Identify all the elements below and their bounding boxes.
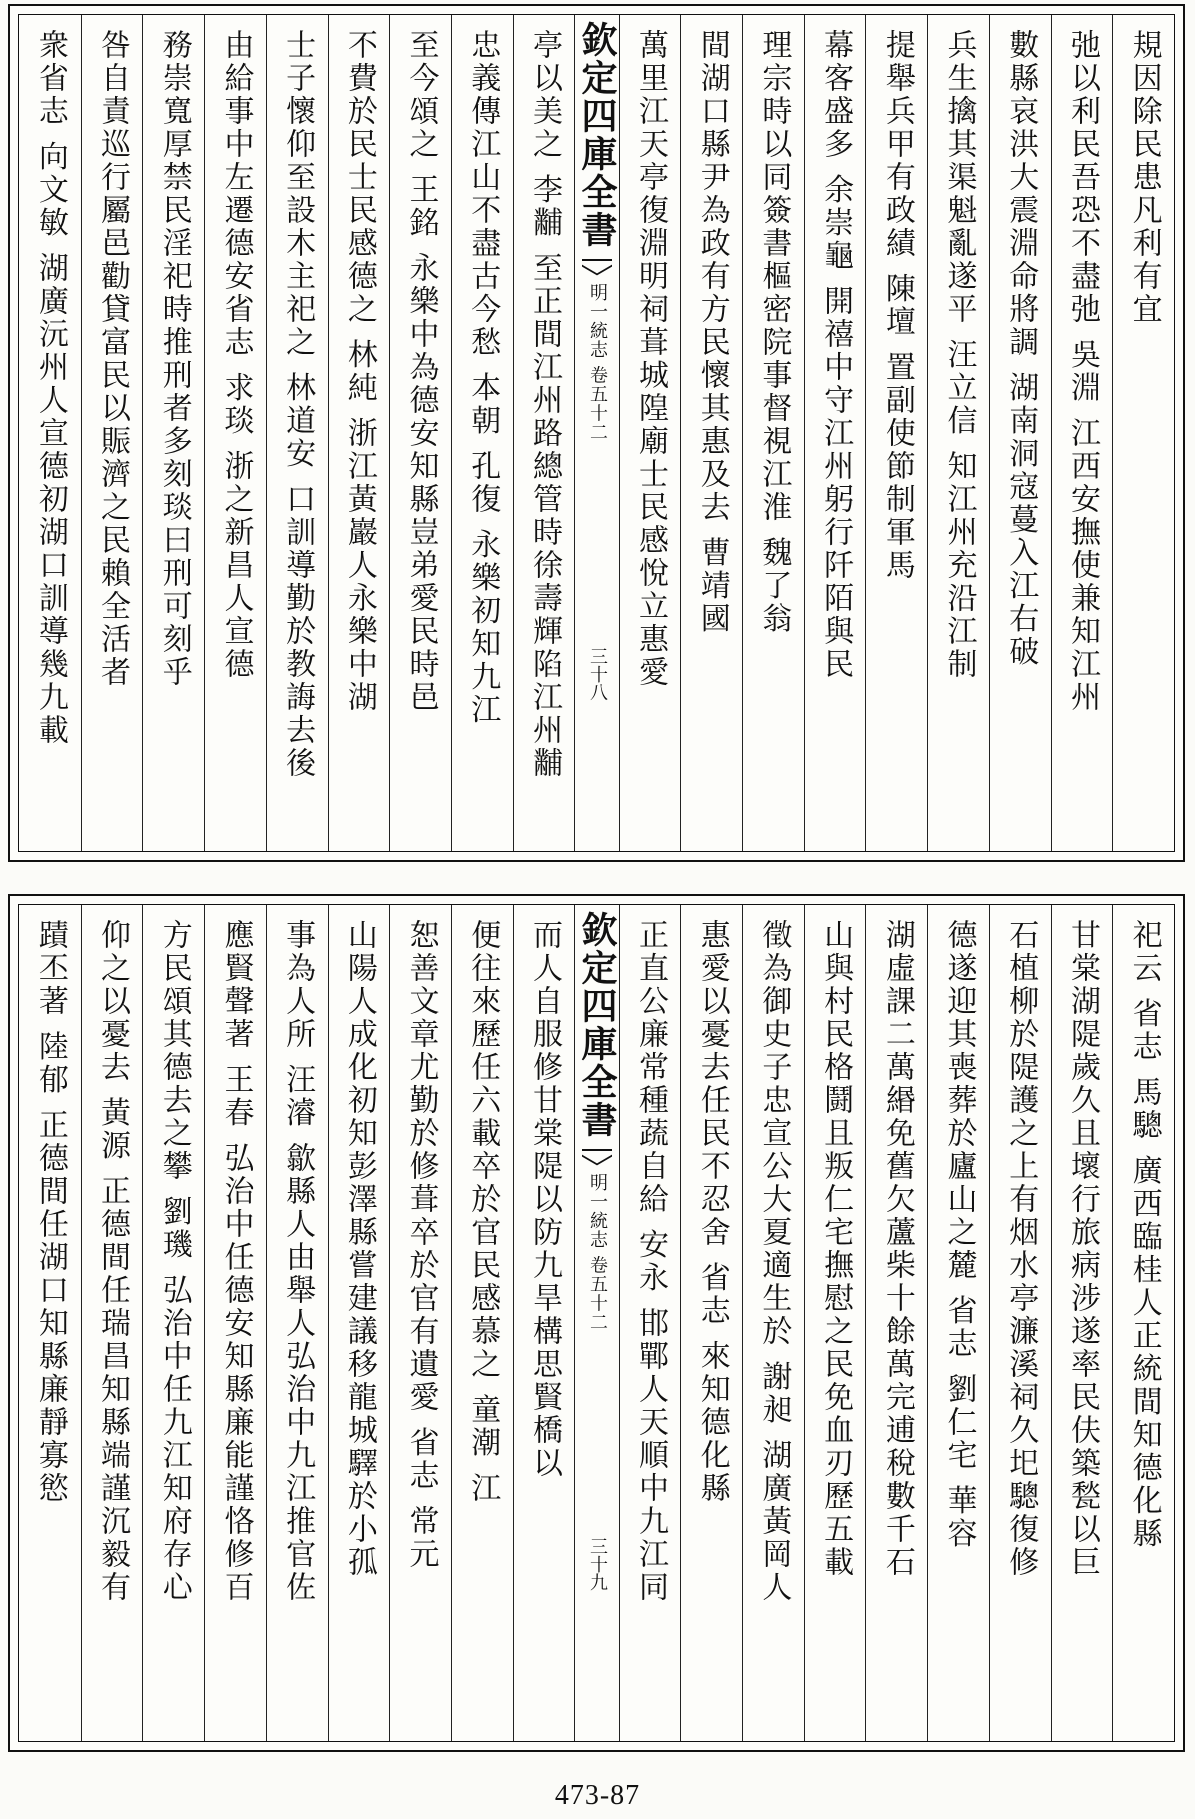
text-column: 務崇寬厚禁民淫祀時推刑者多刻琰曰刑可刻乎 <box>142 15 204 851</box>
text-column: 士子懷仰至設木主祀之 林道安 口訓導勤於教誨去後 <box>266 15 328 851</box>
text-column: 蹟丕著 陸郁 正德間任湖口知縣廉靜寡慾 <box>32 919 68 1506</box>
text-column: 規因除民患凡利有宜 <box>1112 15 1174 851</box>
text-column: 山與村民格鬪且叛仁宅撫慰之民免血刃歷五載 <box>804 905 866 1741</box>
text-column: 恕善文章尤勤於修葺卒於官有遺愛 省志 常元 <box>389 905 451 1741</box>
text-column: 弛以利民吾恐不盡弛 吳淵 江西安撫使兼知江州 <box>1051 15 1113 851</box>
text-column: 應賢聲著 王春 弘治中任德安知縣廉能謹恪修百 <box>204 905 266 1741</box>
lower-page <box>8 894 1185 1752</box>
text-column: 便往來歷任六載卒於官民感慕之 童潮 江 <box>451 905 513 1741</box>
text-column: 不費於民士民感德之 林純 浙江黃巖人永樂中湖 <box>328 15 390 851</box>
fish-tail-mark <box>582 1149 612 1165</box>
text-column: 仰之以憂去 黃源 正德間任瑞昌知縣端謹沉毅有 <box>81 905 143 1741</box>
upper-page <box>8 4 1185 862</box>
text-column: 理宗時以同簽書樞密院事督視江淮 魏了翁 <box>742 15 804 851</box>
text-column: 而人自服修甘棠隄以防九旱構思賢橋以 <box>513 905 575 1741</box>
catalog-page-number: 473-87 <box>554 1780 641 1811</box>
text-column: 咎自責巡行屬邑勸貸富民以賑濟之民賴全活者 <box>81 15 143 851</box>
lower-page-frame <box>18 904 1175 1742</box>
page-number: 三十九 <box>586 1537 608 1591</box>
text-column: 德遂迎其喪葬於廬山之麓 省志 劉仁宅 華容 <box>927 905 989 1741</box>
text-column: 至今頌之 王銘 永樂中為德安知縣豈弟愛民時邑 <box>389 15 451 851</box>
text-column: 幕客盛多 余崇龜 開禧中守江州躬行阡陌與民 <box>804 15 866 851</box>
text-column: 數縣哀洪大震淵命將調 湖南洞寇蔓入江右破 <box>989 15 1051 851</box>
text-column: 由給事中左遷德安省志 求琰 浙之新昌人宣德 <box>204 15 266 851</box>
text-column: 提舉兵甲有政績 陳壇 置副使節制軍馬 <box>865 15 927 851</box>
lower-page-columns <box>19 905 1174 1741</box>
text-column: 惠愛以憂去任民不忍舍 省志 來知德化縣 <box>680 905 742 1741</box>
text-column: 方民頌其德去之攀 劉璣 弘治中任九江知府存心 <box>142 905 204 1741</box>
volume-label: 明一統志 卷五十二 <box>586 1173 608 1332</box>
text-column: 事為人所 汪濬 歙縣人由舉人弘治中九江推官佐 <box>266 905 328 1741</box>
book-title: 欽定四庫全書 <box>575 911 618 1139</box>
text-column: 亭以美之 李黼 至正間江州路總管時徐壽輝陷江州黼 <box>513 15 575 851</box>
volume-label: 明一統志 卷五十二 <box>586 283 608 442</box>
text-column: 兵生擒其渠魁亂遂平 汪立信 知江州充沿江制 <box>927 15 989 851</box>
upper-page-columns <box>19 15 1174 851</box>
fish-tail-mark <box>582 259 612 275</box>
text-column: 萬里江天亭復淵明祠葺城隍廟士民感悅立惠愛 <box>619 15 681 851</box>
text-column: 祀云 省志 馬驄 廣西臨桂人正統間知德化縣 <box>1112 905 1174 1741</box>
page-number: 三十八 <box>586 647 608 701</box>
text-column: 間湖口縣尹為政有方民懷其惠及去 曹靖國 <box>680 15 742 851</box>
book-title: 欽定四庫全書 <box>575 21 618 249</box>
text-column: 正直公廉常種蔬自給 安永 邯鄲人天順中九江同 <box>619 905 681 1741</box>
center-fold <box>574 905 618 1741</box>
text-column: 湖虛課二萬緡免舊欠蘆柴十餘萬完逋稅數千石 <box>865 905 927 1741</box>
text-column: 衆省志 向文敏 湖廣沅州人宣德初湖口訓導幾九載 <box>32 29 68 748</box>
text-column: 徵為御史子忠宣公大夏適生於 謝昶 湖廣黃岡人 <box>742 905 804 1741</box>
text-column: 山陽人成化初知彭澤縣嘗建議移龍城驛於小孤 <box>328 905 390 1741</box>
upper-page-frame <box>18 14 1175 852</box>
text-column: 石植柳於隄護之上有烟水亭濂溪祠久圯驄復修 <box>989 905 1051 1741</box>
center-fold <box>574 15 618 851</box>
text-column: 忠義傳江山不盡古今愁 本朝 孔復 永樂初知九江 <box>451 15 513 851</box>
text-column: 甘棠湖隄歲久且壞行旅病涉遂率民伕築甃以巨 <box>1051 905 1113 1741</box>
